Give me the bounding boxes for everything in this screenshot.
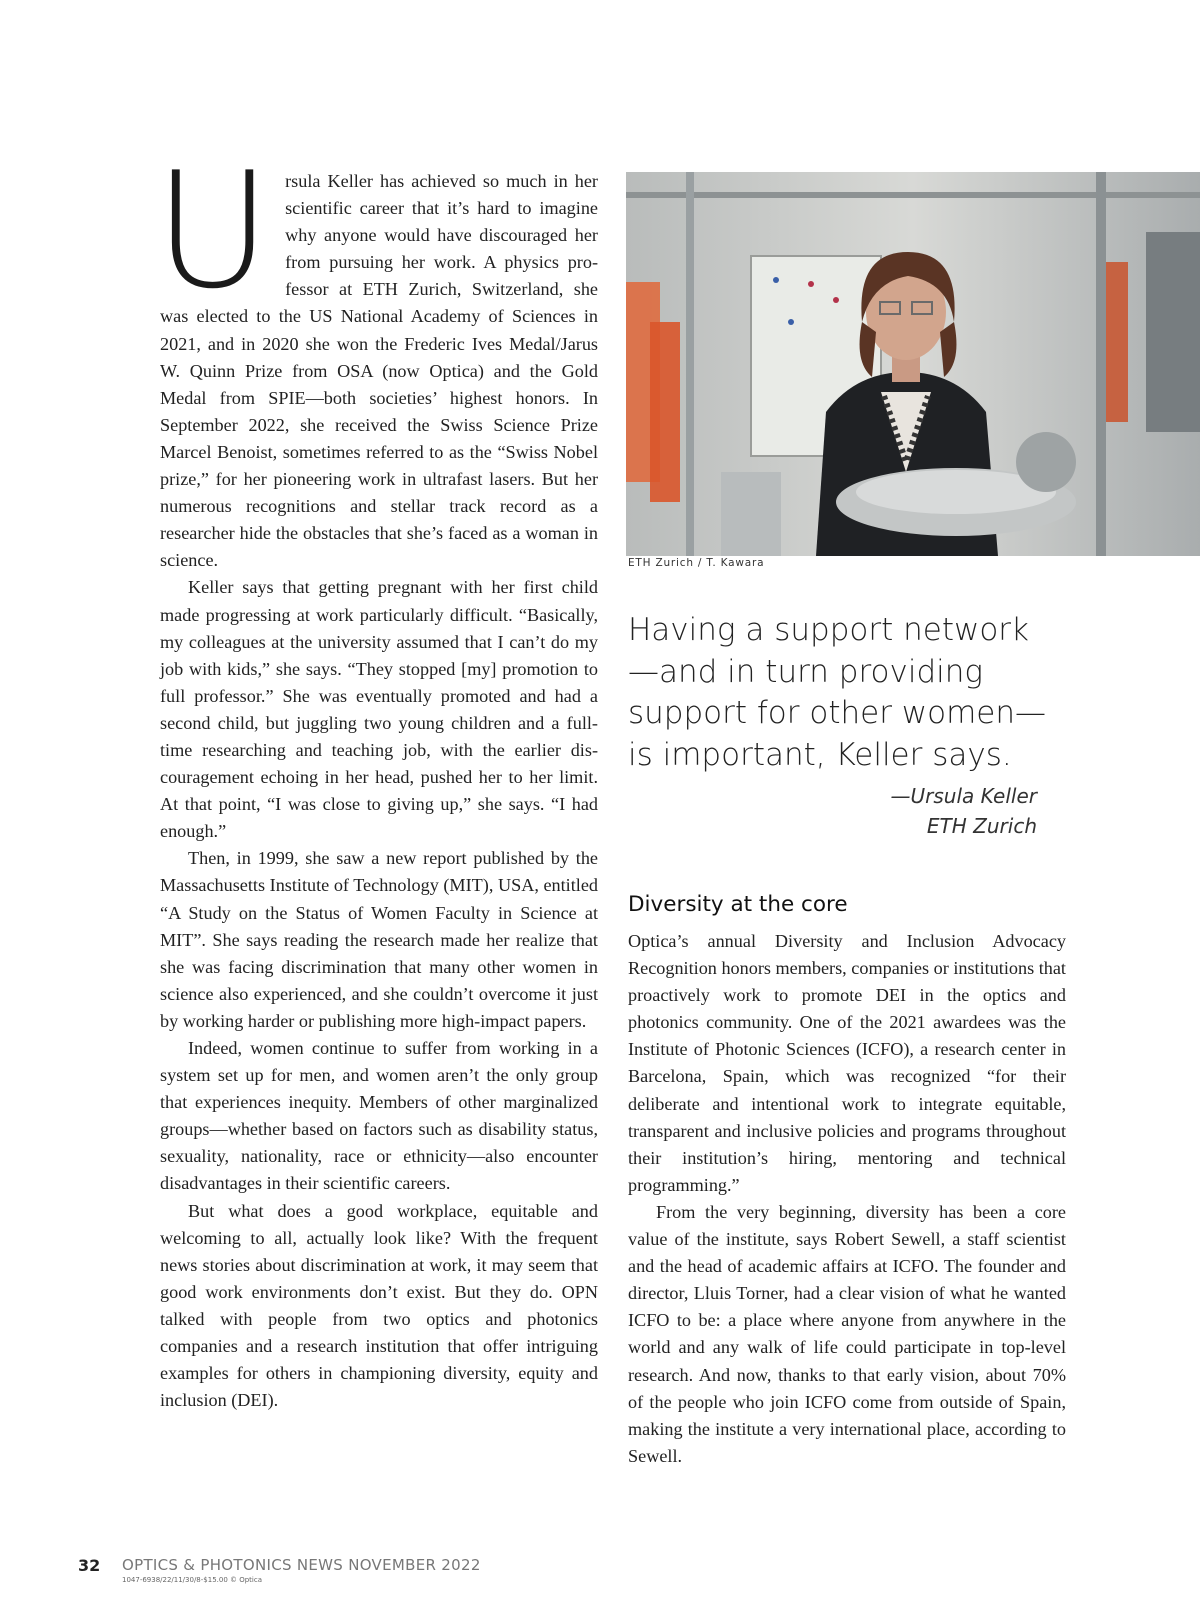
article-right-column <box>628 928 1066 1470</box>
lab-portrait-illustration <box>626 172 1200 556</box>
section-heading: Diversity at the core <box>628 892 848 917</box>
pull-quote-line: Having a support network <box>628 612 1029 648</box>
article-paragraph: Then, in 1999, she saw a new report published by the Massachusetts Institute of Technology (MIT), USA, entitled “A Study on the Status of Women Faculty in Science at MIT”. She says reading the research made her realize that she was facing discrimination that many other women in science also experienced, and she couldn’t overcome it just by working harder or publishing more high-impact papers. <box>160 848 598 1031</box>
pull-quote-line: support for other women— <box>628 695 1047 731</box>
article-left-column <box>154 137 598 1414</box>
attribution-name: —Ursula Keller <box>890 784 1037 808</box>
article-paragraph: Indeed, women continue to suffer from working in a system set up for men, and women aren’t the only group that experiences inequity. Members of other marginalized groups—whether based on factors such as disability status, sexuality, nationality, race or ethnicity—also encounter disadvantages in their scientific careers. <box>160 1038 598 1194</box>
publication-title: OPTICS & PHOTONICS NEWS NOVEMBER 2022 <box>122 1556 481 1574</box>
portrait-photo <box>626 172 1200 556</box>
page-number: 32 <box>78 1556 101 1575</box>
pull-quote-line: —and in turn providing <box>628 653 984 690</box>
article-paragraph: But what does a good workplace, equitable and welcoming to all, actually look like? With the frequent news stories about discrimination at work, it may seem that good work environments don’t exist. But they do. OPN talked with people from two optics and photonics companies and a research institution that offer intriguing examples for others in championing diversity, equity and inclusion (DEI). <box>160 1200 598 1411</box>
photo-credit: ETH Zurich / T. Kawara <box>628 557 765 569</box>
drop-cap: U <box>154 137 272 324</box>
article-paragraph: From the very beginning, diversity has been a core value of the institute, says Robert Sewell, a staff scientist and the head of academic affairs at ICFO. The founder and director, Lluis Torner, had a clear vision of what he wanted ICFO to be: a place where anyone from anywhere in the world and any walk of life could participate in top-level research. And now, thanks to that early vision, about 70% of the people who join ICFO come from outside of Spain, making the institute a very international place, according to Sewell. <box>628 1201 1066 1466</box>
article-paragraph: rsula Keller has achieved so much in her scientific career that it’s hard to imagine why anyone would have discouraged her from pursuing her work. A physics professor at ETH Zurich, Switzerland, she was elected to the US National Academy of Sciences in 2021, and in 2020 she won the Frederic Ives Medal/​Jarus W. Quinn Prize from OSA (now Optica) and the Gold Medal from SPIE—both societies’ highest honors. In September 2022, she received the Swiss Science Prize Marcel Benoist, sometimes referred to as the “Swiss Nobel prize,” for her pioneering work in ultrafast lasers. But her numerous recognitions and stellar track record as a researcher hide the obstacles that she’s faced as a woman in science. <box>160 171 598 571</box>
article-paragraph: Optica’s annual Diversity and Inclusion Advocacy Recognition honors members, companies or institutions that proactively work to promote DEI in the optics and photonics community. One of the 2021 awardees was the Institute of Photonic Sciences (ICFO), a research center in Barcelona, Spain, which was recognized “for their deliberate and intentional work to integrate equitable, transparent and inclusive policies and programs throughout their institution’s hiring, mentoring and technical programming.” <box>628 931 1066 1195</box>
attribution-affiliation: ETH Zurich <box>926 814 1037 838</box>
pull-quote <box>628 610 1068 776</box>
quote-attribution <box>891 781 1037 841</box>
copyright-line: 1047-6938/22/11/30/8-$15.00 © Optica <box>122 1576 263 1584</box>
pull-quote-line: is important, Keller says. <box>628 736 1012 773</box>
article-paragraph: Keller says that getting pregnant with her first child made progressing at work particularly difficult. “Basically, my colleagues at the university assumed that I can’t do my job with kids,” she says. “They stopped [my] promotion to full professor.” She was eventually promoted and had a second child, but juggling two young children and a full-time researching and teaching job, with the earlier discouragement echoing in her head, pushed her to her limit. At that point, “I was close to giving up,” she says. “I had enough.” <box>160 577 598 842</box>
